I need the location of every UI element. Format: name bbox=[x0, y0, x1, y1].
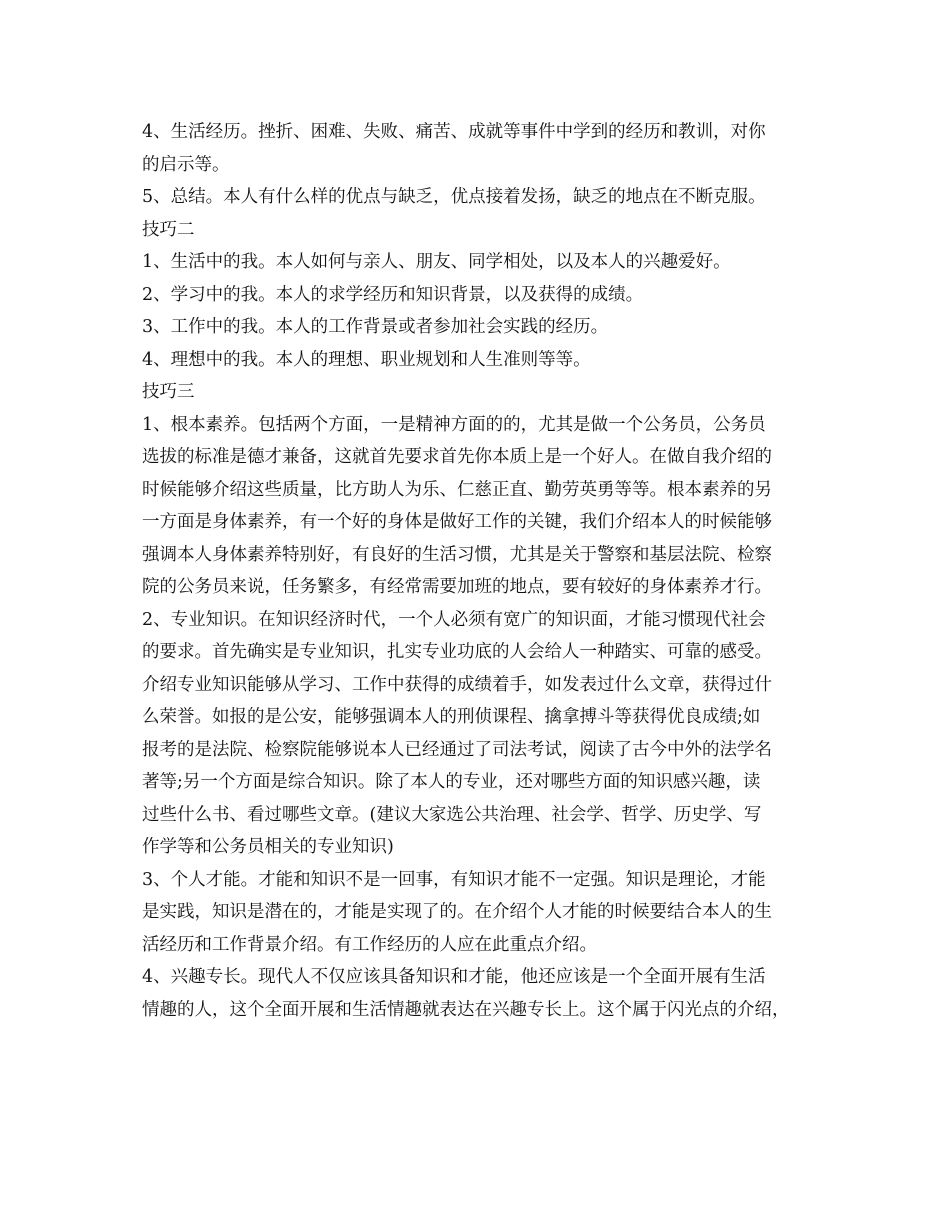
text-line: 的要求。首先确实是专业知识，扎实专业功底的人会给人一种踏实、可靠的感受。 bbox=[142, 642, 772, 662]
text-line: 1、根本素养。包括两个方面，一是精神方面的的，尤其是做一个公务员，公务员 bbox=[142, 414, 766, 435]
text-line: 介绍专业知识能够从学习、工作中获得的成绩着手，如发表过什么文章，获得过什 bbox=[142, 674, 772, 695]
text-line: 3、个人才能。才能和知识不是一回事，有知识才能不一定强。知识是理论，才能 bbox=[142, 869, 766, 890]
text-line: 著等;另一个方面是综合知识。除了本人的专业，还对哪些方面的知识感兴趣，读 bbox=[142, 772, 761, 792]
text-line: 2、专业知识。在知识经济时代，一个人必须有宽广的知识面，才能习惯现代社会 bbox=[142, 609, 766, 630]
text-line: 的启示等。 bbox=[142, 154, 230, 175]
text-line: 4、兴趣专长。现代人不仅应该具备知识和才能，他还应该是一个全面开展有生活 bbox=[142, 967, 766, 987]
text-line: 情趣的人，这个全面开展和生活情趣就表达在兴趣专长上。这个属于闪光点的介绍， bbox=[142, 999, 790, 1020]
text-line: 报考的是法院、检察院能够说本人已经通过了司法考试，阅读了古今中外的法学名 bbox=[142, 739, 772, 760]
text-line: 是实践，知识是潜在的，才能是实现了的。在介绍个人才能的时候要结合本人的生 bbox=[142, 902, 772, 922]
text-line: 强调本人身体素养特别好，有良好的生活习惯，尤其是关于警察和基层法院、检察 bbox=[142, 544, 772, 565]
text-line: 作学等和公务员相关的专业知识) bbox=[142, 837, 394, 857]
text-line: 4、生活经历。挫折、困难、失败、痛苦、成就等事件中学到的经历和教训，对你 bbox=[142, 122, 766, 142]
text-line: 1、生活中的我。本人如何与亲人、朋友、同学相处，以及本人的兴趣爱好。 bbox=[142, 252, 731, 272]
text-line: 选拔的标准是德才兼备，这就首先要求首先你本质上是一个好人。在做自我介绍的 bbox=[142, 447, 772, 467]
text-line: 院的公务员来说，任务繁多，有经常需要加班的地点，要有较好的身体素养才行。 bbox=[142, 577, 772, 597]
section-heading: 技巧二 bbox=[142, 219, 195, 240]
text-line: 2、学习中的我。本人的求学经历和知识背景，以及获得的成绩。 bbox=[142, 284, 644, 305]
text-line: 么荣誉。如报的是公安，能够强调本人的刑侦课程、擒拿搏斗等获得优良成绩;如 bbox=[142, 707, 761, 727]
text-line: 时候能够介绍这些质量，比方助人为乐、仁慈正直、勤劳英勇等等。根本素养的另 bbox=[142, 479, 772, 500]
text-line: 过些什么书、看过哪些文章。(建议大家选公共治理、社会学、哲学、历史学、写 bbox=[142, 804, 762, 825]
section-heading: 技巧三 bbox=[142, 382, 195, 402]
text-line: 活经历和工作背景介绍。有工作经历的人应在此重点介绍。 bbox=[142, 934, 597, 955]
text-line: 5、总结。本人有什么样的优点与缺乏，优点接着发扬，缺乏的地点在不断克服。 bbox=[142, 187, 766, 207]
document-body bbox=[142, 116, 814, 1026]
text-line: 一方面是身体素养，有一个好的身体是做好工作的关键，我们介绍本人的时候能够 bbox=[142, 512, 772, 532]
text-line: 3、工作中的我。本人的工作背景或者参加社会实践的经历。 bbox=[142, 317, 609, 337]
text-line: 4、理想中的我。本人的理想、职业规划和人生准则等等。 bbox=[142, 349, 591, 370]
